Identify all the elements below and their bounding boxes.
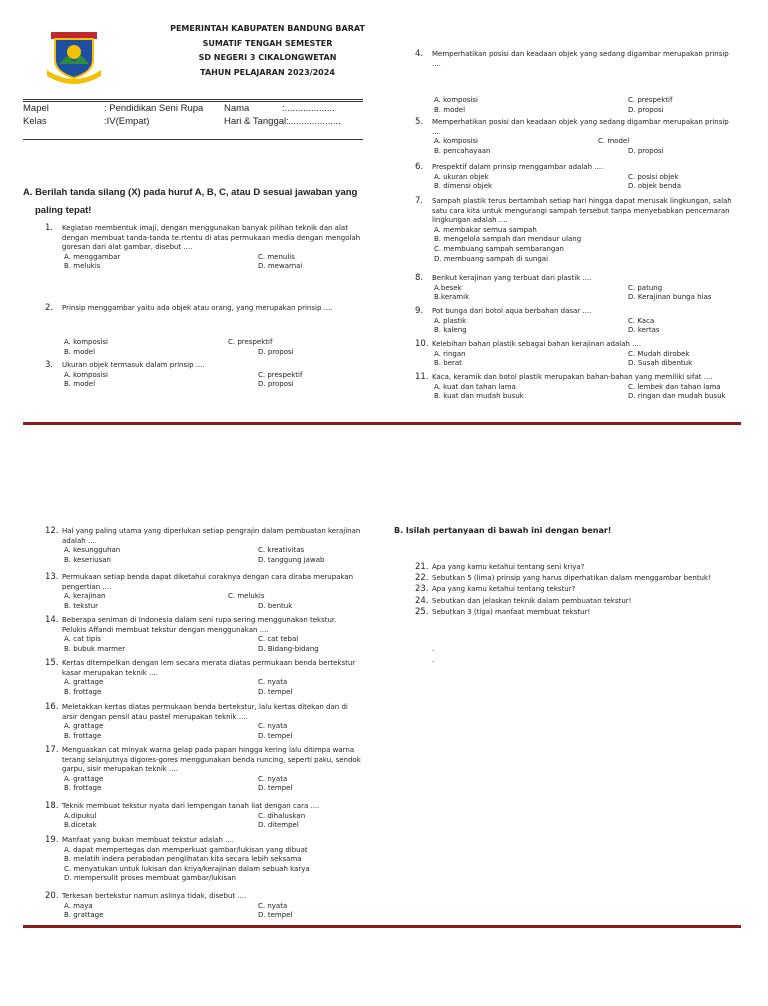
- header-line-2: SUMATIF TENGAH SEMESTER: [202, 38, 333, 48]
- question-stem: Beberapa seniman di Indonesia dalam seni rupa sering menggunakan tekstur. Pelukis Affandi membuat tekstur dengan menggunakan ....: [62, 616, 337, 634]
- answer-option-b[interactable]: B. frottage: [64, 784, 102, 793]
- answer-option-b[interactable]: B. berat: [434, 359, 462, 368]
- answer-option-b[interactable]: B. model: [434, 105, 466, 114]
- question-number: 12.: [45, 526, 59, 536]
- question-number: 14.: [45, 615, 59, 625]
- answer-option-b[interactable]: B. tekstur: [64, 601, 99, 610]
- hari-value: ....................: [288, 116, 341, 127]
- essay-text: Apa yang kamu ketahui tentang tekstur?: [432, 585, 576, 594]
- answer-option[interactable]: B. mengelola sampah dan mendaur ulang: [434, 235, 582, 244]
- answer-option-c[interactable]: C. patung: [628, 283, 663, 292]
- answer-option-b[interactable]: B. bubuk marmer: [64, 644, 126, 653]
- header-line-3: SD NEGERI 3 CIKALONGWETAN: [198, 53, 337, 62]
- answer-option-a[interactable]: A. grattage: [64, 774, 104, 783]
- section-a-line-2: paling tepat!: [35, 205, 92, 216]
- question-number: 20.: [45, 891, 59, 901]
- answer-option-a[interactable]: A. komposisi: [434, 137, 478, 146]
- question-number: 11.: [415, 372, 429, 382]
- question-item: [415, 306, 734, 336]
- essay-text: Apa yang kamu ketahui tentang seni kriya?: [432, 563, 585, 571]
- question-item: [45, 891, 362, 921]
- question-item: [415, 162, 734, 192]
- question-item: [45, 360, 362, 390]
- school-logo: [45, 30, 103, 84]
- question-item: [415, 273, 734, 303]
- answer-option-d[interactable]: D. Kerajinan bunga hias: [628, 293, 712, 302]
- answer-option-d[interactable]: D. mewarnai: [258, 262, 303, 271]
- question-stem: Prinsip menggambar yaitu ada objek atau orang, yang merupakan prinsip ....: [62, 304, 333, 312]
- answer-option-c[interactable]: C. prespektif: [628, 96, 673, 104]
- answer-option-b[interactable]: B. keseriusan: [64, 555, 111, 564]
- answer-option-d[interactable]: D. proposi: [628, 105, 664, 114]
- answer-option-a[interactable]: A. komposisi: [434, 96, 478, 104]
- answer-option-c[interactable]: C. prespektif: [228, 338, 273, 346]
- answer-option-c[interactable]: C. lembek dan tahan lama: [628, 382, 721, 391]
- answer-option-d[interactable]: D. tempel: [258, 687, 293, 696]
- question-stem: Memperhatikan posisi dan keadaan objek yang sedang digambar merupakan prinsip ....: [432, 118, 729, 136]
- question-item: [45, 745, 362, 794]
- answer-option-a[interactable]: A. kesungguhan: [64, 546, 121, 555]
- section-a-line-1: A. Berilah tanda silang (X) pada huruf A, B, C, atau D sesuai jawaban yang: [23, 187, 358, 198]
- question-stem: Meletakkan kertas diatas permukaan benda bertekstur, lalu kertas ditekan dan di arsir dengan pensil atau pastel merupakan teknik ....: [62, 703, 348, 721]
- answer-option-a[interactable]: A.dipukul: [64, 811, 97, 820]
- answer-option-a[interactable]: A. ringan: [434, 349, 466, 358]
- answer-option[interactable]: D. membuang sampah di sungai: [434, 254, 549, 263]
- question-stem: Menguaskan cat minyak warna gelap pada papan hingga kering lalu ditimpa warna terang selanjutnya digores-gores menggunakan benda runcing, seperti paku, sendok garpu, sisir merupakan teknik ....: [62, 746, 361, 774]
- answer-option[interactable]: C. menyatukan untuk lukisan dan kriya/kerajinan dalam sebuah karya: [64, 864, 310, 873]
- answer-option-c[interactable]: C. prespektif: [258, 370, 303, 379]
- answer-option-a[interactable]: A. kerajinan: [64, 592, 106, 601]
- page-divider-1: [23, 422, 741, 425]
- essay-number: 25.: [415, 606, 429, 617]
- answer-option-c[interactable]: C. cat tebal: [258, 635, 299, 644]
- nama-value: :...................: [282, 103, 335, 114]
- essay-number: 24.: [415, 595, 429, 606]
- answer-option-a[interactable]: A. kuat dan tahan lama: [434, 382, 516, 391]
- question-item: [415, 339, 734, 369]
- header-divider-top: [23, 99, 363, 100]
- answer-option[interactable]: B. melatih indera perabadan penglihatan kita secara lebih seksama: [64, 855, 302, 864]
- question-number: 10.: [415, 339, 429, 349]
- question-number: 8.: [415, 273, 424, 283]
- question-stem: Hal yang paling utama yang diperlukan setiap pengrajin dalam pembuatan kerajinan adalah ....: [62, 527, 361, 545]
- answer-option-d[interactable]: D. bentuk: [258, 601, 293, 610]
- answer-option-c[interactable]: C. nyata: [258, 901, 288, 910]
- answer-option-b[interactable]: B. model: [64, 380, 96, 389]
- question-item: [45, 702, 362, 741]
- question-stem: Kegiatan membentuk imaji, dengan menggunakan banyak pilihan teknik dan alat dengan membuat tanda-tanda te.rtentu di atas permukaan media dengan mengolah goresan dari alat gambar, disebut ....: [62, 224, 361, 252]
- answer-option[interactable]: A. membakar semua sampah: [434, 225, 537, 234]
- question-number: 3.: [45, 360, 54, 370]
- kelas-label: Kelas: [23, 116, 47, 127]
- answer-option-a[interactable]: A. komposisi: [64, 338, 108, 346]
- answer-option-b[interactable]: B. melukis: [64, 262, 101, 271]
- answer-option-a[interactable]: A. ukuran objek: [434, 172, 489, 181]
- essay-text: Sebutkan 3 (tiga) manfaat membuat tekstur!: [432, 607, 591, 616]
- header-divider-bottom: [23, 139, 363, 140]
- answer-option[interactable]: C. membuang sampah sembarangan: [434, 244, 564, 253]
- dot-1: .: [432, 645, 435, 653]
- essay-question: [415, 595, 632, 607]
- question-number: 7.: [415, 196, 424, 206]
- essay-question: [415, 573, 711, 584]
- answer-option-d[interactable]: D. tempel: [258, 911, 293, 920]
- answer-option-a[interactable]: A. menggambar: [64, 252, 121, 261]
- essay-number: 22.: [415, 573, 429, 584]
- question-number: 9.: [415, 306, 424, 316]
- hari-label: Hari & Tanggal:: [224, 116, 289, 127]
- answer-option-a[interactable]: A. komposisi: [64, 370, 108, 379]
- answer-option-b[interactable]: B. grattage: [64, 911, 104, 920]
- answer-option-b[interactable]: B. kaleng: [434, 326, 467, 335]
- question-stem: Permukaan setiap benda dapat diketahui coraknya dengan cara diraba merupakan pengertian ....: [62, 573, 354, 591]
- question-item: [415, 372, 734, 402]
- question-number: 16.: [45, 702, 59, 712]
- answer-option-d[interactable]: D. proposi: [258, 347, 294, 356]
- answer-option-d[interactable]: D. tempel: [258, 784, 293, 793]
- answer-option-d[interactable]: D. kertas: [628, 326, 660, 335]
- answer-option-b[interactable]: B. frottage: [64, 731, 102, 740]
- answer-option-b[interactable]: B. frottage: [64, 687, 102, 696]
- question-stem: Berikut kerajinan yang terbuat dari plastik ....: [432, 274, 592, 282]
- question-item: [45, 615, 362, 654]
- question-stem: Kertas ditempelkan dengan lem secara merata diatas permukaan benda bertekstur kasar merupakan teknik ....: [62, 659, 356, 677]
- answer-option-a[interactable]: A.besek: [434, 283, 462, 292]
- question-stem: Memperhatikan posisi dan keadaan objek yang sedang digambar merupakan prinsip ....: [432, 50, 729, 68]
- answer-option-b[interactable]: B. pencahayaan: [434, 146, 491, 155]
- header-line-1: PEMERINTAH KABUPATEN BANDUNG BARAT: [170, 24, 365, 33]
- answer-option-d[interactable]: D. tanggung jawab: [258, 555, 325, 564]
- question-stem: Teknik membuat tekstur nyata dari lempengan tanah liat dengan cara ....: [62, 802, 320, 810]
- answer-option-d[interactable]: D. tempel: [258, 731, 293, 740]
- question-number: 2.: [45, 303, 54, 313]
- question-number: 18.: [45, 801, 59, 811]
- section-b-title: B. Isilah pertanyaan di bawah ini dengan benar!: [394, 526, 612, 535]
- answer-option-d[interactable]: D. ditempel: [258, 821, 299, 830]
- question-number: 6.: [415, 162, 424, 172]
- question-number: 4.: [415, 49, 424, 59]
- answer-option-c[interactable]: C. kreativitas: [258, 546, 305, 555]
- nama-label: Nama: [224, 103, 250, 114]
- answer-option-a[interactable]: A. grattage: [64, 678, 104, 687]
- section-a-instruction: [23, 184, 368, 220]
- question-stem: Sampah plastik terus bertambah setiap hari hingga dapat merusak lingkungan, salah satu cara kita untuk mengurangi sampah tersebut tanpa menyebabkan pencemaran lingkungan adalah ....: [432, 197, 732, 225]
- question-item: [45, 801, 362, 831]
- answer-option-b[interactable]: B. kuat dan mudah busuk: [434, 392, 524, 401]
- question-item: [45, 526, 362, 565]
- answer-option-d[interactable]: D. proposi: [258, 380, 294, 389]
- answer-option-d[interactable]: D. ringan dan mudah busuk: [628, 392, 726, 401]
- question-item: [415, 117, 734, 156]
- question-stem: Prespektif dalam prinsip menggambar adalah ....: [432, 163, 604, 171]
- answer-option-b[interactable]: B.dicetak: [64, 821, 97, 830]
- answer-option-c[interactable]: C. Kaca: [628, 316, 655, 325]
- answer-option-d[interactable]: D. proposi: [628, 146, 664, 155]
- question-stem: Kelebihan bahan plastik sebagai bahan kerajinan adalah ....: [432, 340, 642, 348]
- mapel-label: Mapel: [23, 103, 49, 114]
- kelas-value: :IV(Empat): [104, 116, 150, 127]
- answer-option-c[interactable]: C. nyata: [258, 722, 288, 731]
- question-item: [45, 572, 362, 611]
- answer-option-a[interactable]: A. cat tipis: [64, 635, 101, 644]
- answer-option-c[interactable]: C. posisi objek: [628, 172, 679, 181]
- page-divider-2: [23, 925, 741, 928]
- question-stem: Manfaat yang bukan membuat tekstur adalah ....: [62, 836, 235, 844]
- essay-text: Sebutkan dan jelaskan teknik dalam pembuatan tekstur!: [432, 596, 632, 605]
- answer-option-a[interactable]: A. maya: [64, 901, 93, 910]
- question-item: [45, 223, 362, 272]
- question-number: 17.: [45, 745, 59, 755]
- question-stem: Ukuran objek termasuk dalam prinsip ....: [62, 361, 205, 369]
- question-item: [415, 196, 734, 264]
- question-number: 5.: [415, 117, 424, 127]
- mapel-value: : Pendidikan Seni Rupa: [104, 103, 204, 114]
- answer-option-c[interactable]: C. menulis: [258, 252, 295, 261]
- header-divider-top-2: [23, 101, 363, 102]
- question-number: 15.: [45, 658, 59, 668]
- answer-option-d[interactable]: D. objek benda: [628, 182, 682, 191]
- answer-option-c[interactable]: C. model: [598, 137, 630, 146]
- dot-2: .: [432, 656, 435, 664]
- header-line-4: TAHUN PELAJARAN 2023/2024: [200, 67, 335, 77]
- question-number: 1.: [45, 223, 54, 233]
- answer-option-a[interactable]: A. plastik: [434, 316, 467, 325]
- essay-question: [415, 606, 591, 618]
- answer-option-c[interactable]: C. Mudah dirobek: [628, 349, 690, 358]
- essay-question: [415, 562, 585, 573]
- answer-option-c[interactable]: C. dihaluskan: [258, 811, 306, 820]
- question-item: [45, 303, 362, 356]
- answer-option-d[interactable]: D. Susah dibentuk: [628, 359, 693, 368]
- question-item: [415, 49, 734, 114]
- document-header: [150, 22, 385, 80]
- answer-option[interactable]: A. dapat mempertegas dan memperkuat gambar/lukisan yang dibuat: [64, 845, 308, 854]
- essay-number: 21.: [415, 562, 429, 572]
- essay-text: Sebutkan 5 (lima) prinsip yang harus diperhatikan dalam menggambar bentuk!: [432, 574, 711, 583]
- question-item: [45, 658, 362, 697]
- question-stem: Pot bunga dari botol aqua berbahan dasar ....: [432, 307, 592, 315]
- question-number: 13.: [45, 572, 59, 582]
- question-stem: Terkesan bertekstur namun aslinya tidak, disebut ....: [62, 892, 247, 900]
- answer-option-c[interactable]: C. melukis: [228, 592, 265, 601]
- answer-option-a[interactable]: A. grattage: [64, 722, 104, 731]
- question-stem: Kaca, keramik dan botol plastik merupakan bahan-bahan yang memiliki sifat ....: [432, 373, 713, 381]
- answer-option-b[interactable]: B.keramik: [434, 293, 470, 302]
- essay-number: 23.: [415, 584, 429, 595]
- answer-option-b[interactable]: B. dimensi objek: [434, 182, 493, 191]
- answer-option-b[interactable]: B. model: [64, 347, 96, 356]
- essay-question: [415, 584, 576, 595]
- answer-option[interactable]: D. mempersulit proses membuat gambar/lukisan: [64, 874, 236, 883]
- answer-option-c[interactable]: C. nyata: [258, 774, 288, 783]
- answer-option-c[interactable]: C. nyata: [258, 678, 288, 687]
- question-item: [45, 835, 362, 884]
- question-number: 19.: [45, 835, 59, 845]
- answer-option-d[interactable]: D. Bidang-bidang: [258, 644, 319, 653]
